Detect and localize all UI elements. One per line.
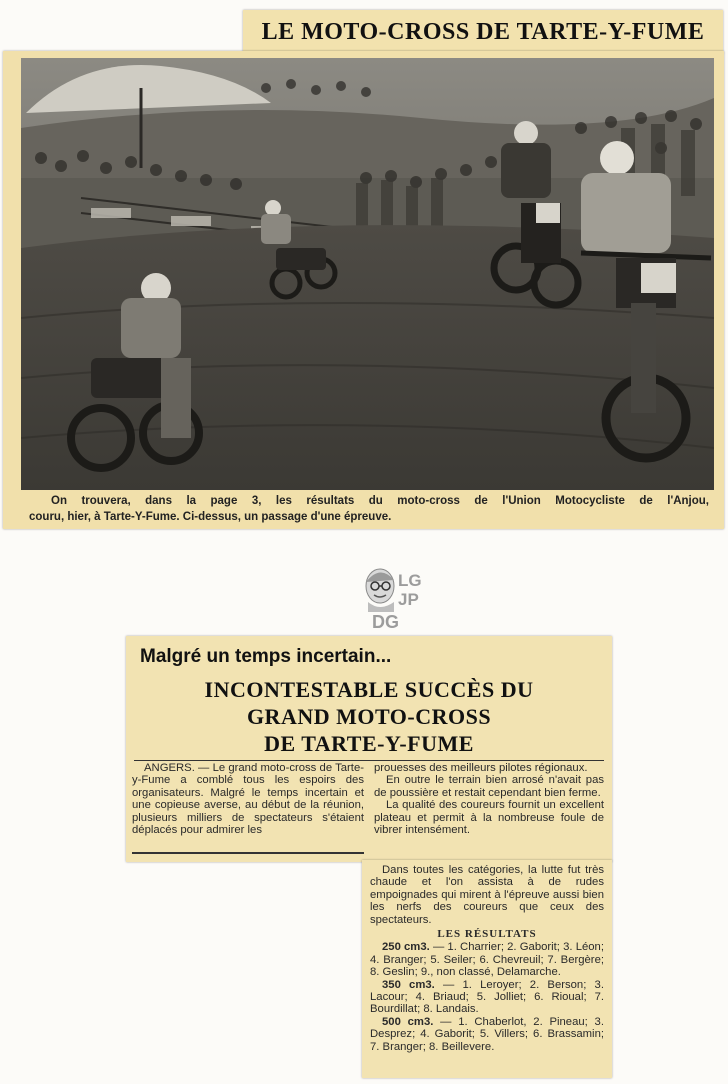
article-column-1 [132, 762, 364, 836]
results-350 [370, 979, 604, 1016]
photo-clipping [3, 51, 724, 529]
logo-letters-mid: JP [398, 590, 419, 609]
photo-illustration [21, 58, 714, 490]
col2-paragraph-4: Dans toutes les catégories, la lutte fut très chaude et l'on assista à de rudes empoignades qui mirent à l'épreuve aussi bien les nerfs des coureurs que ceux des spectateurs. [370, 864, 604, 926]
logo-letters-top: LG [398, 571, 422, 590]
results-class: 350 cm3. [382, 978, 435, 991]
headline-line-3: DE TARTE-Y-FUME [264, 731, 474, 756]
photo-caption [29, 493, 709, 525]
face-icon [360, 562, 432, 634]
article-headline [126, 676, 612, 757]
article-clipping [126, 636, 612, 862]
column-end-rule [132, 852, 364, 854]
results-250 [370, 941, 604, 978]
motocross-race-photo [21, 58, 714, 490]
results-class: 250 cm3. [382, 941, 430, 954]
results-title: LES RÉSULTATS [437, 928, 537, 941]
logo-letters-bottom: DG [372, 612, 399, 632]
results-class: 500 cm3. [382, 1015, 434, 1028]
article-column-2-bottom [370, 864, 604, 1053]
lgjpdg-watermark-logo [360, 562, 432, 634]
results-text: — 1. Chaberlot, 2. Pineau; 3. Desprez; 4. Gaborit; 5. Villers; 6. Brassamin; 7. Branger; 8. Beillevere. [370, 1015, 604, 1053]
article-clipping-continued [362, 860, 612, 1078]
col2-paragraph-1: prouesses des meilleurs pilotes régionaux. [374, 762, 588, 774]
headline-line-1: INCONTESTABLE SUCCÈS DU [204, 677, 534, 702]
article-column-2-top [374, 762, 604, 836]
results-500 [370, 1016, 604, 1053]
clipping-title-strip [243, 10, 723, 54]
results-text: — 1. Charrier; 2. Gaborit; 3. Léon; 4. Branger; 5. Seiler; 6. Chevreuil; 7. Bergère; 8. Geslin; 9., non classé, Delamarche. [370, 941, 604, 979]
article-kicker: Malgré un temps incertain... [140, 646, 392, 667]
col2-paragraph-2: En outre le terrain bien arrosé n'avait pas de poussière et restait cependant bien ferme. [374, 774, 604, 799]
headline-rule [134, 760, 604, 761]
caption-line-2: couru, hier, à Tarte-Y-Fume. Ci-dessus, un passage d'une épreuve. [29, 511, 392, 523]
results-text: — 1. Leroyer; 2. Berson; 3. Lacour; 4. Briaud; 5. Jolliet; 6. Rioual; 7. Bourdillat; 8. Landais. [370, 978, 604, 1016]
headline-line-2: GRAND MOTO-CROSS [246, 704, 492, 729]
col2-paragraph-3: La qualité des coureurs fournit un excellent plateau et permit à la nombreuse foule de vibrer intensément. [374, 799, 604, 837]
caption-line-1: On trouvera, dans la page 3, les résultats du moto-cross de l'Union Motocycliste de l'Anjou, [51, 495, 709, 507]
col1-paragraph-1: ANGERS. — Le grand moto-cross de Tarte-y-Fume a comblé tous les espoirs des organisateurs. Malgré le temps incertain et une copieuse averse, au début de la réunion, plusieurs milliers de spectateurs s'étaient déplacés pour admirer les [132, 762, 364, 837]
clipping-title: LE MOTO-CROSS DE TARTE-Y-FUME [261, 18, 705, 45]
